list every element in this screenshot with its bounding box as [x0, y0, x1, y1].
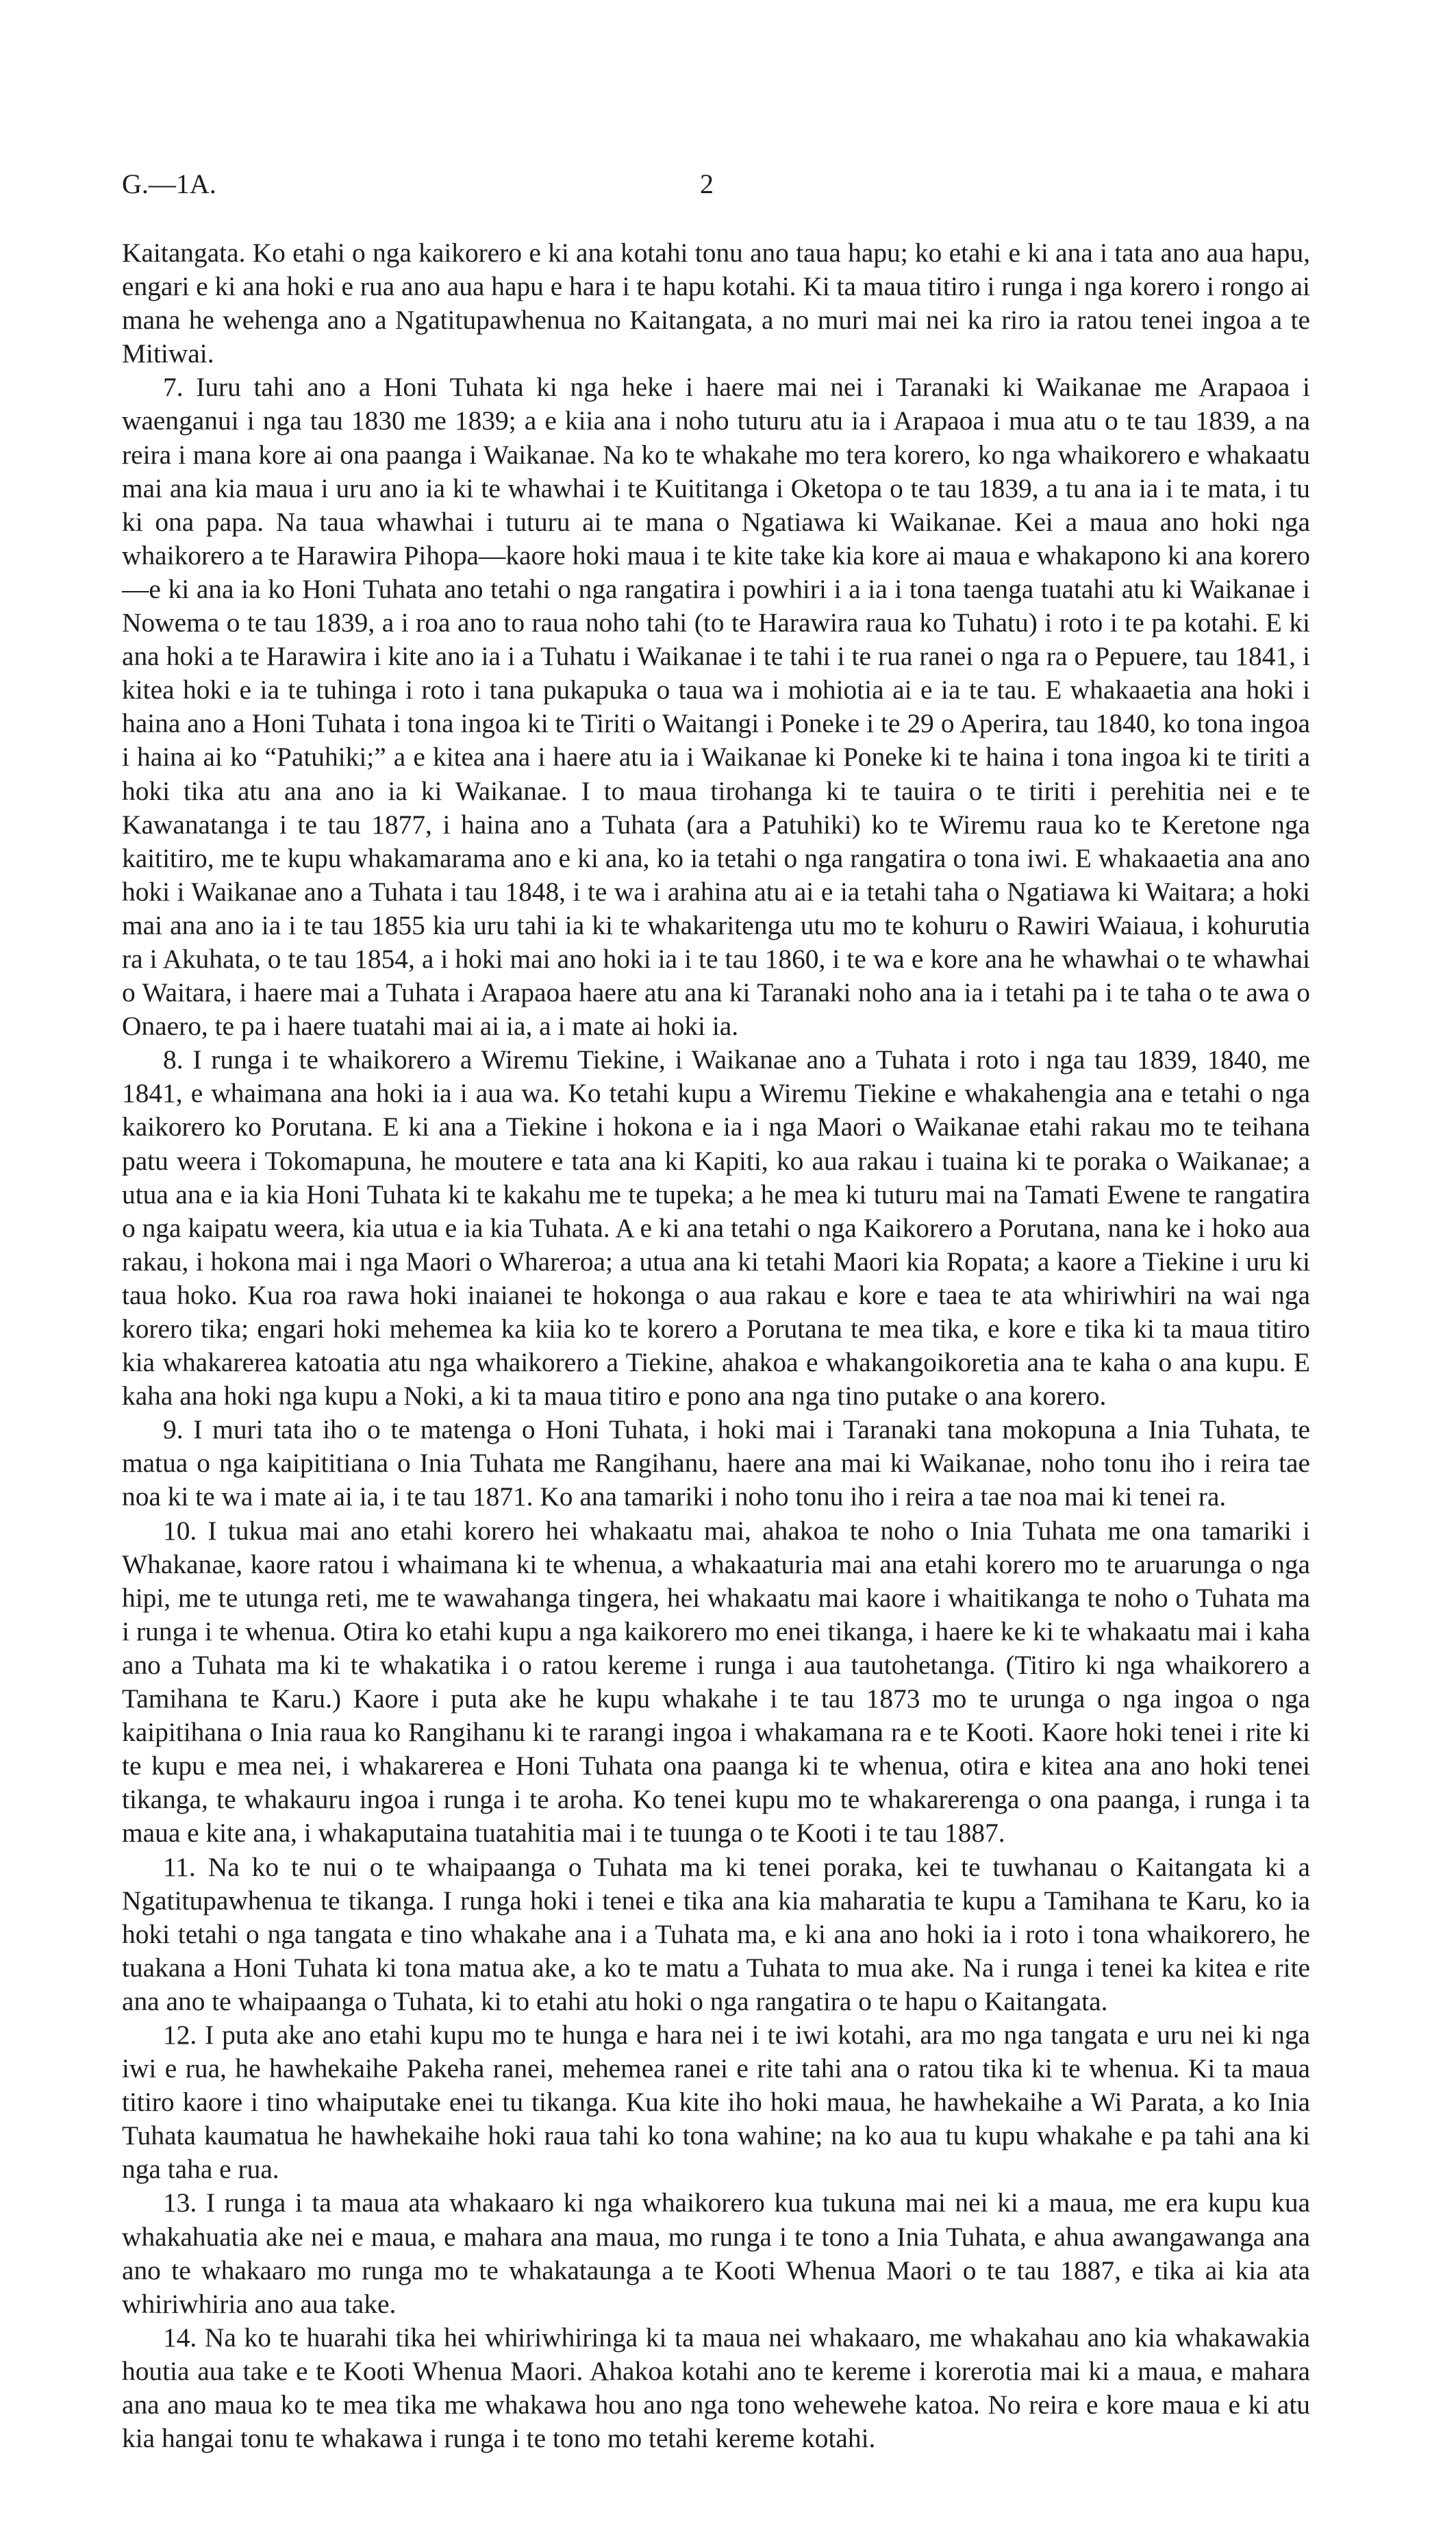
- page-header: [122, 168, 1310, 209]
- paragraph-14: 14. Na ko te huarahi tika hei whiriwhiringa ki ta maua nei whakaaro, me whakahau ano kia whakawakia houtia aua take e te Kooti Whenua Maori. Ahakoa kotahi ano te kereme i korerotia mai ki a maua, e mahara ana ano maua ko te mea tika me whakawa hou ano nga tono wehewehe katoa. No reira e kore maua e ki atu kia hangai tonu te whakawa i runga i te tono mo tetahi kereme kotahi.: [122, 2322, 1310, 2454]
- paragraph-7: 7. Iuru tahi ano a Honi Tuhata ki nga heke i haere mai nei i Taranaki ki Waikanae me Arapaoa i waenganui i nga tau 1830 me 1839; a e kiia ana i noho tuturu atu ia i Arapaoa i mua atu o te tau 1839, a na reira i mana kore ai ona paanga i Waikanae. Na ko te whakahe mo tera korero, ko nga whaikorero e whakaatu mai ana kia maua i uru ano ia ki te whawhai i te Kuititanga i Oketopa o te tau 1839, a tu ana ia i te mata, i tu ki ona papa. Na taua whawhai i tuturu ai te mana o Ngatiawa ki Waikanae. Kei a maua ano hoki nga whaikorero a te Harawira Pihopa—kaore hoki maua i te kite take kia kore ai maua e whakapono ki ana korero—e ki ana ia ko Honi Tuhata ano tetahi o nga rangatira i powhiri i a ia i tona taenga tuatahi atu ki Waikanae i Nowema o te tau 1839, a i roa ano to raua noho tahi (to te Harawira raua ko Tuhatu) i roto i te pa kotahi. E ki ana hoki a te Harawira i kite ano ia i a Tuhatu i Waikanae i te tahi i te rua ranei o nga ra o Pepuere, tau 1841, i kitea hoki e ia te tuhinga i roto i tana pukapuka o taua wa i mohiotia ai e ia te tau. E whakaaetia ana hoki i haina ano a Honi Tuhata i tona ingoa ki te Tiriti o Waitangi i Poneke i te 29 o Aperira, tau 1840, ko tona ingoa i haina ai ko “Patuhiki;” a e kitea ana i haere atu ia i Waikanae ki Poneke ki te haina i tona ingoa ki te tiriti a hoki tika atu ana ano ia ki Waikanae. I to maua tirohanga ki te tauira o te tiriti i perehitia nei e te Kawanatanga i te tau 1877, i haina ano a Tuhata (ara a Patuhiki) ko te Wiremu raua ko te Keretone nga kaititiro, me te kupu whakamarama ano e ki ana, ko ia tetahi o nga rangatira o tona iwi. E whakaaetia ana ano hoki i Waikanae ano a Tuhata i tau 1848, i te wa i arahina atu ai e ia tetahi taha o Ngatiawa ki Waitara; a hoki mai ana ano ia i te tau 1855 kia uru tahi ia ki te whakaritenga utu mo te kohuru o Rawiri Waiaua, i kohurutia ra i Akuhata, o te tau 1854, a i hoki mai ano hoki ia i te tau 1860, i te wa e kore ana he whawhai o te whawhai o Waitara, i haere mai a Tuhata i Arapaoa haere atu ana ki Taranaki noho ana ia i tetahi pa i te taha o te awa o Onaero, te pa i haere tuatahi mai ai ia, a i mate ai hoki ia.: [122, 372, 1310, 1042]
- paragraph-9: 9. I muri tata iho o te matenga o Honi Tuhata, i hoki mai i Taranaki tana mokopuna a Inia Tuhata, te matua o nga kaipititiana o Inia Tuhata me Rangihanu, haere ana mai ki Waikanae, noho tonu iho i reira tae noa ki te wa i mate ai ia, i te tau 1871. Ko ana tamariki i noho tonu iho i reira a tae noa mai ki tenei ra.: [122, 1414, 1310, 1512]
- page-number: 2: [700, 168, 714, 199]
- paragraph-12: 12. I puta ake ano etahi kupu mo te hunga e hara nei i te iwi kotahi, ara mo nga tangata e uru nei ki nga iwi e rua, he hawhekaihe Pakeha ranei, mehemea ranei e rite tahi ana o ratou tika ki te whenua. Ki ta maua titiro kaore i tino whaiputake enei tu tikanga. Kua kite iho hoki maua, he hawhekaihe a Wi Parata, a ko Inia Tuhata kaumatua he hawhekaihe hoki raua tahi ko tona wahine; na ko aua tu kupu whakahe e pa tahi ana ki nga taha e rua.: [122, 2019, 1310, 2185]
- paragraph-11: 11. Na ko te nui o te whaipaanga o Tuhata ma ki tenei poraka, kei te tuwhanau o Kaitangata ki a Ngatitupawhenua te tikanga. I runga hoki i tenei e tika ana kia maharatia te kupu a Tamihana te Karu, ko ia hoki tetahi o nga tangata e tino whakahe ana i a Tuhata ma, e ki ana ano hoki ia i roto i tona whaikorero, he tuakana a Honi Tuhata ki tona matua ake, a ko te matu a Tuhata to mua ake. Na i runga i tenei ka kitea e rite ana ano te whaipaanga o Tuhata, ki to etahi atu hoki o nga rangatira o te hapu o Kaitangata.: [122, 1851, 1310, 2016]
- paragraph-13: 13. I runga i ta maua ata whakaaro ki nga whaikorero kua tukuna mai nei ki a maua, me era kupu kua whakahuatia ake nei e maua, e mahara ana maua, mo runga i te tono a Inia Tuhata, e ahua awangawanga ana ano te whakaaro mo runga mo te whakataunga a te Kooti Whenua Maori o te tau 1887, e tika ai kia ata whiriwhiria ano aua take.: [122, 2188, 1310, 2319]
- paragraph-8: 8. I runga i te whaikorero a Wiremu Tiekine, i Waikanae ano a Tuhata i roto i nga tau 1839, 1840, me 1841, e whaimana ana hoki ia i aua wa. Ko tetahi kupu a Wiremu Tiekine e whakahengia ana e tetahi o nga kaikorero ko Porutana. E ki ana a Tiekine i hokona e ia i nga Maori o Waikanae etahi rakau mo te teihana patu weera i Tokomapuna, he moutere e tata ana ki Kapiti, ko aua rakau i tuaina ki te poraka o Waikanae; a utua ana e ia kia Honi Tuhata ki te kakahu me te tupeka; a he mea ki tuturu mai na Tamati Ewene te rangatira o nga kaipatu weera, kia utua e ia kia Tuhata. A e ki ana tetahi o nga Kaikorero a Porutana, nana ke i hoko aua rakau, i hokona mai i nga Maori o Whareroa; a utua ana ki tetahi Maori kia Ropata; a kaore a Tiekine i uru ki taua hoko. Kua roa rawa hoki inaianei te hokonga o aua rakau e kore e taea te ata whiriwhiri na wai nga korero tika; engari hoki mehemea ka kiia ko te korero a Porutana te mea tika, e kore e tika ki ta maua titiro kia whakarerea katoatia atu nga whaikorero a Tiekine, ahakoa e whakangoikoretia ana te kaha o ana kupu. E kaha ana hoki nga kupu a Noki, a ki ta maua titiro e pono ana nga tino putake o ana korero.: [122, 1044, 1310, 1412]
- paragraph-10: 10. I tukua mai ano etahi korero hei whakaatu mai, ahakoa te noho o Inia Tuhata me ona tamariki i Whakanae, kaore ratou i whaimana ki te whenua, a whakaaturia mai ana etahi korero mo te aruarunga o nga hipi, me te utunga reti, me te wawahanga tingera, hei whakaatu mai kaore i whaitikanga te noho o Tuhata ma i runga i te whenua. Otira ko etahi kupu a nga kaikorero mo enei tikanga, i haere ke ki te whakaatu mai i kaha ano a Tuhata ma ki te whakatika i o ratou kereme i runga i aua tautohetanga. (Titiro ki nga whaikorero a Tamihana te Karu.) Kaore i puta ake he kupu whakahe i te tau 1873 mo te urunga o nga ingoa o nga kaipitihana o Inia raua ko Rangihanu ki te rarangi ingoa i whakamana ra e te Kooti. Kaore hoki tenei i rite ki te kupu e mea nei, i whakarerea e Honi Tuhata ona paanga ki te whenua, otira e kitea ana ano hoki tenei tikanga, te whakauru ingoa i runga i te aroha. Ko tenei kupu mo te whakarerenga o ona paanga, i runga i ta maua e kite ana, i whakaputaina tuatahitia mai i te tuunga o te Kooti i te tau 1887.: [122, 1515, 1310, 1848]
- document-body: [122, 236, 1310, 2455]
- document-code: G.—1A.: [122, 168, 216, 199]
- paragraph-continued: Kaitangata. Ko etahi o nga kaikorero e ki ana kotahi tonu ano taua hapu; ko etahi e ki ana i tata ano aua hapu, engari e ki ana hoki e rua ano aua hapu e hara i te hapu kotahi. Ki ta maua titiro i runga i nga korero i rongo ai mana he wehenga ano a Ngatitupawhenua no Kaitangata, a no muri mai nei ka riro ia ratou tenei ingoa a te Mitiwai.: [122, 238, 1310, 369]
